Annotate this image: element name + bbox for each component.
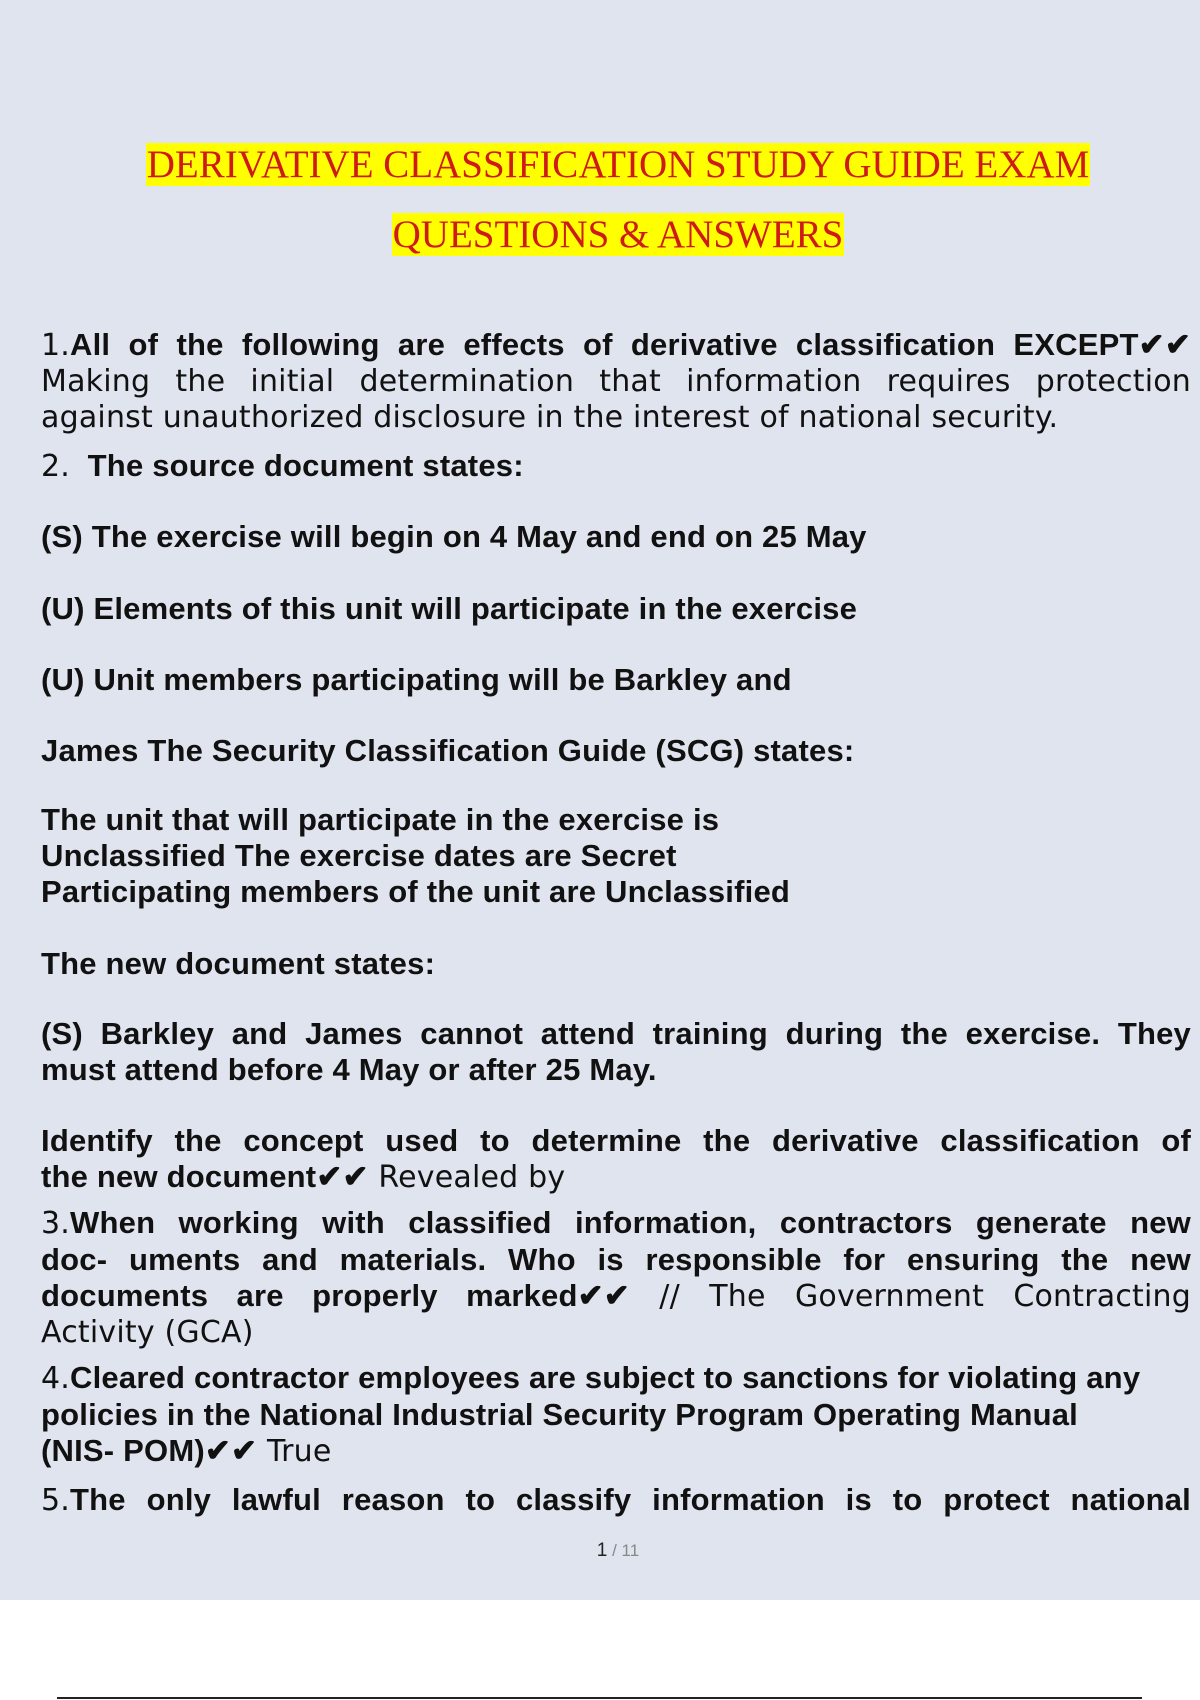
question-1-text: 1.All of the following are effects of derivative classification EXCEPT✔✔ bbox=[41, 327, 1191, 363]
answer-1-line-1: Making the initial determination that information requires protection bbox=[41, 364, 1191, 399]
title-line-1: DERIVATIVE CLASSIFICATION STUDY GUIDE EXAM bbox=[146, 143, 1090, 186]
document-title bbox=[0, 130, 1200, 270]
scg-statements: The unit that will participate in the exercise is Unclassified The exercise dates are Secret Participating members of the unit are Unclassified bbox=[41, 802, 791, 909]
new-document-heading: The new document states: bbox=[41, 946, 436, 981]
answer-1-line-2: against unauthorized disclosure in the interest of national security. bbox=[41, 400, 1059, 435]
footer-divider bbox=[57, 1697, 1142, 1699]
page-number: 1 / 11 bbox=[596, 1540, 640, 1561]
question-2-intro: 2. The source document states: bbox=[41, 448, 524, 484]
question-5: 5.The only lawful reason to classify information is to protect national bbox=[41, 1482, 1191, 1518]
new-document-statement: (S) Barkley and James cannot attend training during the exercise. They must attend before 4 May or after 25 May. bbox=[41, 1016, 1191, 1087]
answer-4: True bbox=[257, 1434, 332, 1469]
source-line-2: (U) Elements of this unit will participate in the exercise bbox=[41, 591, 858, 626]
question-3: 3.When working with classified information, contractors generate new doc- uments and materials. Who is responsible for ensuring the new documents are properly marked✔✔ // The Government Contracting Activity (GCA) bbox=[41, 1205, 1191, 1350]
answer-3: // The Government Contracting bbox=[629, 1279, 1191, 1314]
question-4: 4.Cleared contractor employees are subject to sanctions for violating any policies in the National Industrial Security Program Operating Manual (NIS- POM)✔✔ True bbox=[41, 1360, 1141, 1469]
title-line-2: QUESTIONS & ANSWERS bbox=[392, 213, 844, 256]
source-line-1: (S) The exercise will begin on 4 May and end on 25 May bbox=[41, 519, 867, 554]
scg-heading: James The Security Classification Guide (SCG) states: bbox=[41, 733, 855, 768]
question-2-prompt: Identify the concept used to determine the derivative classification of the new document✔✔ Revealed by bbox=[41, 1123, 1191, 1195]
answer-2: Revealed by bbox=[368, 1160, 566, 1195]
question-1 bbox=[41, 327, 1191, 436]
source-line-3: (U) Unit members participating will be Barkley and bbox=[41, 662, 792, 697]
